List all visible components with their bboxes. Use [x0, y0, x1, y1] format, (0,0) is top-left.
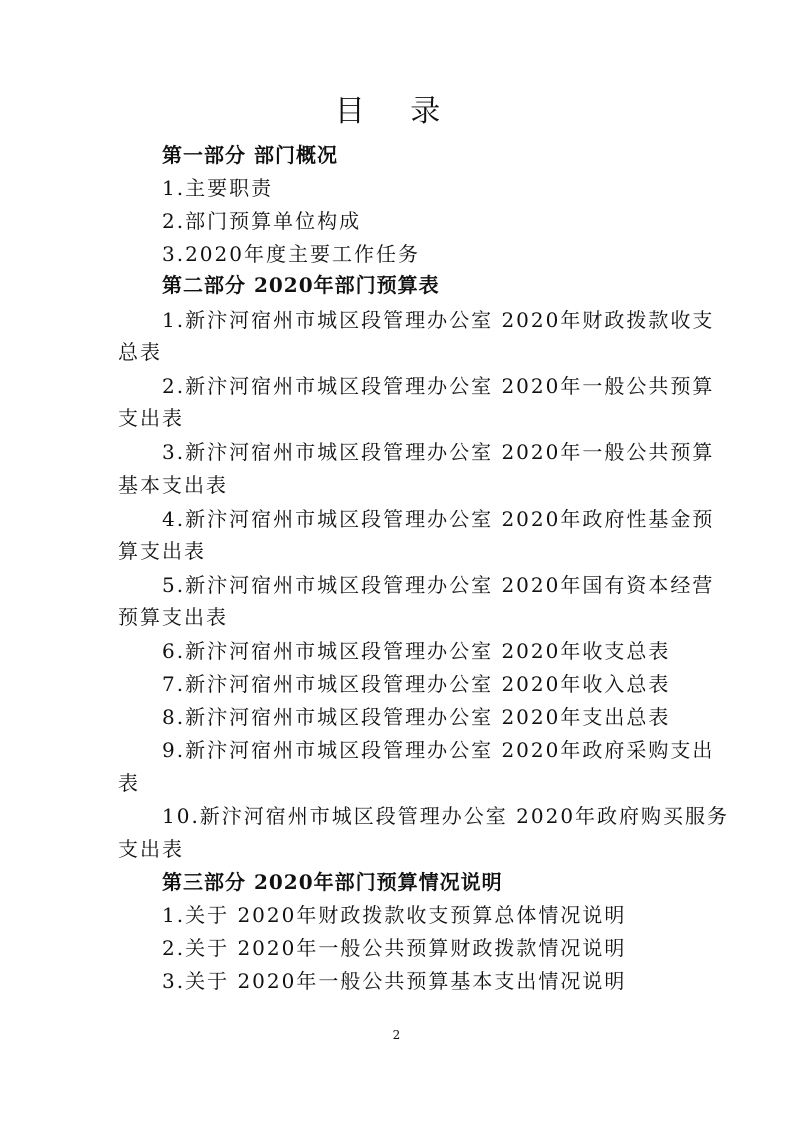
toc-section-heading: 第一部分 部门概况 — [162, 143, 338, 167]
toc-entry-continuation: 预算支出表 — [118, 605, 228, 629]
toc-entry: 5.新汴河宿州市城区段管理办公室 2020年国有资本经营 — [162, 573, 715, 597]
page-title: 目 录 — [334, 94, 459, 129]
toc-entry: 2.新汴河宿州市城区段管理办公室 2020年一般公共预算 — [162, 374, 715, 398]
toc-entry: 1.关于 2020年财政拨款收支预算总体情况说明 — [162, 903, 627, 927]
toc-entry-continuation: 支出表 — [118, 837, 184, 861]
page-number: 2 — [392, 1028, 401, 1042]
toc-entry: 4.新汴河宿州市城区段管理办公室 2020年政府性基金预 — [162, 507, 715, 531]
toc-entry: 3.2020年度主要工作任务 — [162, 242, 420, 266]
toc-entry-continuation: 基本支出表 — [118, 473, 228, 497]
toc-entry: 1.新汴河宿州市城区段管理办公室 2020年财政拨款收支 — [162, 308, 715, 332]
toc-entry: 2.关于 2020年一般公共预算财政拨款情况说明 — [162, 936, 627, 960]
toc-entry-continuation: 表 — [118, 771, 140, 795]
toc-entry: 3.新汴河宿州市城区段管理办公室 2020年一般公共预算 — [162, 440, 715, 464]
toc-section-heading: 第三部分 2020年部门预算情况说明 — [162, 870, 503, 894]
toc-entry-continuation: 支出表 — [118, 406, 184, 430]
toc-entry-continuation: 算支出表 — [118, 539, 206, 563]
toc-entry: 7.新汴河宿州市城区段管理办公室 2020年收入总表 — [162, 672, 671, 696]
toc-entry: 1.主要职责 — [162, 176, 274, 200]
toc-entry: 10.新汴河宿州市城区段管理办公室 2020年政府购买服务 — [162, 804, 730, 828]
toc-section-heading: 第二部分 2020年部门预算表 — [162, 273, 440, 297]
toc-entry-continuation: 总表 — [118, 340, 162, 364]
toc-entry: 8.新汴河宿州市城区段管理办公室 2020年支出总表 — [162, 705, 671, 729]
toc-entry: 3.关于 2020年一般公共预算基本支出情况说明 — [162, 969, 627, 993]
toc-entry: 6.新汴河宿州市城区段管理办公室 2020年收支总表 — [162, 639, 671, 663]
toc-entry: 9.新汴河宿州市城区段管理办公室 2020年政府采购支出 — [162, 738, 715, 762]
toc-entry: 2.部门预算单位构成 — [162, 209, 362, 233]
